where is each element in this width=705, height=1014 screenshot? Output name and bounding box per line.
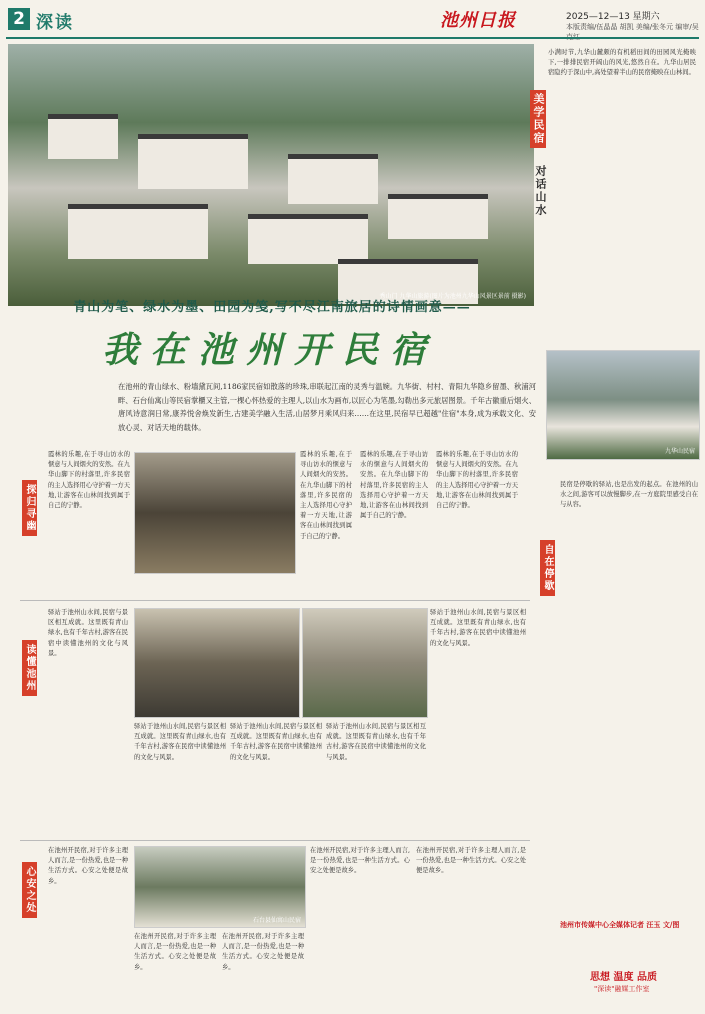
section-3-text-e: 在池州开民宿,对于许多主理人而言,是一份热爱,也是一种生活方式。心安之处便是故乡。 <box>416 847 526 875</box>
section-4-tag: 自在停歇 <box>540 540 555 596</box>
editors-line: 本版责编/伍晶晶 胡凯 美编/张冬元 编审/吴 <box>566 23 699 31</box>
mountain-photo-caption: 九华山民宿 <box>664 448 695 455</box>
section-3-tag: 心安之处 <box>22 862 37 918</box>
section-2-text-d: 驿站于池州山水间,民宿与景区相互成就。这里既有青山绿水,也有千年古村,游客在民宿中读懂池州的文化与风景。 <box>230 723 322 761</box>
top-tag: 美学民宿 <box>530 90 546 148</box>
main-photo-caption: 秀山门 九华山旅游(图片为池州九华山风景区景前 摄影) <box>379 293 526 300</box>
section-3-text-c: 在池州开民宿,对于许多主理人而言,是一份热爱,也是一种生活方式。心安之处便是故乡。 <box>222 933 304 971</box>
header-rule <box>6 37 699 39</box>
brand-slogan: 思想 温度 品质 <box>590 972 657 983</box>
top-tag-head: 对话山水 <box>534 165 547 217</box>
section-1-tag: 探归寻幽 <box>22 480 37 536</box>
section-2-text-c: 驿站于池州山水间,民宿与景区相互成就。这里既有青山绿水,也有千年古村,游客在民宿中读懂池州的文化与风景。 <box>134 723 226 761</box>
headline: 青山为笔、绿水为墨、田园为笺,写不尽江南旅居的诗情画意—— <box>73 300 471 315</box>
issue-date: 2025—12—13 星期六 <box>566 12 660 22</box>
section-2-text: 驿站于池州山水间,民宿与景区相互成就。这里既有青山绿水,也有千年古村,游客在民宿中读懂池州的文化与风景。 <box>48 609 128 657</box>
section-2-photo-b <box>302 608 428 718</box>
divider-2 <box>20 840 530 841</box>
section-3-photo-caption: 石台县仙寓山民宿 <box>252 917 301 924</box>
section-1-text-d: 霞林的乐趣,在于寻山访水的惬意与人间烟火的安然。在九华山脚下的村落里,许多民宿的主人选择用心守护着一方天地,让游客在山林间找到属于自己的宁静。 <box>436 451 518 510</box>
divider-1 <box>20 600 530 601</box>
feature-title: 我在池州开民宿 <box>101 329 438 371</box>
main-photo <box>8 44 534 306</box>
section-name: 深读 <box>36 13 74 33</box>
section-3-photo <box>134 846 306 928</box>
section-1-text: 霞林的乐趣,在于寻山访水的惬意与人间烟火的安然。在九华山脚下的村落里,许多民宿的主人选择用心守护着一方天地,让游客在山林间找到属于自己的宁静。 <box>48 451 130 510</box>
reporter-credit: 池州市传媒中心全媒体记者 汪玉 文/图 <box>560 920 680 929</box>
top-side-text: 小满时节,九华山麓颇的有机稻田间的田园风光掩映下,一排排民宿开阔山的风光,悠然自在。九华山居民宿隐约于深山中,高处望着半山的民宿掩映在山林间。 <box>548 49 696 77</box>
section-2-photo-a <box>134 608 300 718</box>
mountain-photo <box>546 350 700 460</box>
lead-paragraph: 在池州的青山绿水、粉墙黛瓦间,1186家民宿如散落的珍珠,串联起江南的灵秀与温婉。九华街、村村、青阳九华隐乡留墨、秋浦河畔、石台仙寓山等民宿掌櫃又主管,一棵心怀热爱的主理人,以山水为画布,以匠心为笔墨,勾勒出多元旅居图景。千年古徽重后烟火、唐风诗意润日常,康养悦舍焕发新生,古建美学融入生活,山居梦月乘风归来……在这里,民宿早已超越"住宿"本身,成为承载文化、安放心灵、对话天地的载体。 <box>118 382 536 432</box>
page-number: 2 <box>8 8 30 30</box>
section-1-photo <box>134 452 296 574</box>
section-2-text-e: 驿站于池州山水间,民宿与景区相互成就。这里既有青山绿水,也有千年古村,游客在民宿中读懂池州的文化与风景。 <box>326 723 426 761</box>
section-3-text: 在池州开民宿,对于许多主理人而言,是一份热爱,也是一种生活方式。心安之处便是故乡。 <box>48 847 128 885</box>
section-3-text-d: 在池州开民宿,对于许多主理人而言,是一份热爱,也是一种生活方式。心安之处便是故乡。 <box>310 847 410 875</box>
newspaper-logo: 池州日报 <box>440 10 516 31</box>
section-1-text-c: 霞林的乐趣,在于寻山访水的惬意与人间烟火的安然。在九华山脚下的村落里,许多民宿的主人选择用心守护着一方天地,让游客在山林间找到属于自己的宁静。 <box>360 451 428 520</box>
page-header <box>0 0 705 40</box>
section-2-tag: 读懂池州 <box>22 640 37 696</box>
section-1-text-b: 霞林的乐趣,在于寻山访水的惬意与人间烟火的安然。在九华山脚下的村落里,许多民宿的主人选择用心守护着一方天地,让游客在山林间找到属于自己的宁静。 <box>300 451 352 540</box>
section-2-text-b: 驿站于池州山水间,民宿与景区相互成就。这里既有青山绿水,也有千年古村,游客在民宿中读懂池州的文化与风景。 <box>430 609 526 647</box>
brand-sub: "深读"融媒工作室 <box>594 985 650 993</box>
section-3-text-b: 在池州开民宿,对于许多主理人而言,是一份热爱,也是一种生活方式。心安之处便是故乡。 <box>134 933 216 971</box>
section-4-text: 民宿是停歇的驿站,也是出发的起点。在池州的山水之间,游客可以放慢脚步,在一方庭院里感受自在与从容。 <box>560 481 698 509</box>
